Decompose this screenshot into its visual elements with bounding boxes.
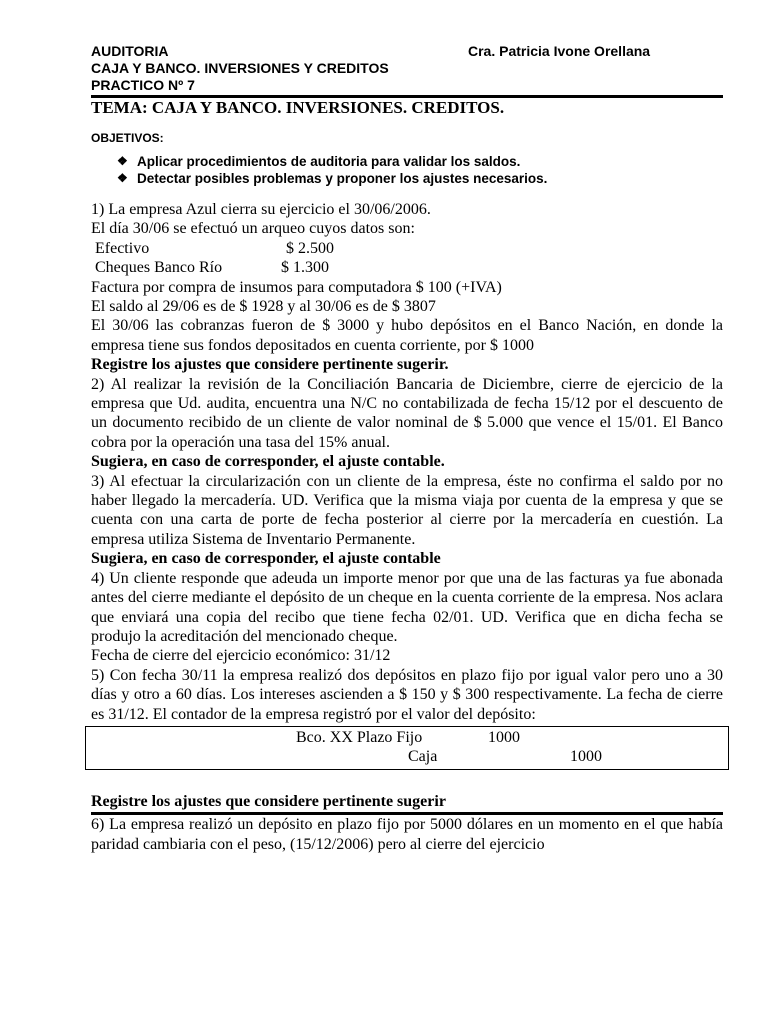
cobranzas-text: El 30/06 las cobranzas fueron de $ 3000 y hubo depósitos en el Banco Nación, en donde la empresa tiene sus fondos depositados en cuenta corriente, por $ 1000 [91,317,723,354]
exercise-2-instruction: Sugiera, en caso de corresponder, el ajuste contable. [91,453,445,471]
journal-entry-box [85,726,729,770]
diamond-bullet-icon: ❖ [117,154,128,168]
exercise-1-instruction: Registre los ajustes que considere pertinente sugerir. [91,356,449,374]
exercise-5-text: 5) Con fecha 30/11 la empresa realizó dos depósitos en plazo fijo por igual valor pero uno a 30 días y otro a 60 días. Los intereses ascienden a $ 150 y $ 300 respectivamente. La fecha de cierre es 31/12. El contador de la empresa registró por el valor del depósito: [91,666,723,723]
credit-amount: 1000 [570,747,602,765]
exercise-3-text: 3) Al efectuar la circularización con un cliente de la empresa, éste no confirma el saldo por no haber llegado la mercadería. UD. Verifica que la misma viaja por cuenta de la empresa y que se cuenta con una carta de porte de fecha posterior al cierre por la mercadería en cuestión. La empresa utiliza Sistema de Inventario Permanente. [91,472,723,548]
author-name: Cra. Patricia Ivone Orellana [468,43,651,59]
debit-account: Bco. XX Plazo Fijo [296,728,423,746]
diamond-bullet-icon: ❖ [117,171,128,185]
exercise-3-instruction: Sugiera, en caso de corresponder, el ajuste contable [91,550,441,568]
exercise-2-text: 2) Al realizar la revisión de la Conciliación Bancaria de Diciembre, cierre de ejercicio de la empresa que Ud. audita, encuentra una N/C no contabilizada de fecha 15/12 por el descuento de un documento recibido de un cliente de valor nominal de $ 5.000 que vence el 15/01. El Banco cobra por la operación una tasa del 15% anual. [91,375,723,451]
exercise-1-arqueo: El día 30/06 se efectuó un arqueo cuyos datos son: [91,220,415,238]
exercise-5-instruction: Registre los ajustes que considere pertinente sugerir [91,792,446,810]
efectivo-value: $ 2.500 [286,239,334,257]
exercises [91,200,723,854]
cheques-label: Cheques Banco Río [95,259,223,277]
course-name: AUDITORIA [91,43,169,59]
exercise-6-text: 6) La empresa realizó un depósito en plazo fijo por 5000 dólares en un momento en el que había paridad cambiaria con el peso, (15/12/2006) pero al cierre del ejercicio [91,816,723,853]
credit-account: Caja [408,747,438,765]
objective-item: ❖ Aplicar procedimientos de auditoria para validar los saldos. [117,154,521,169]
debit-amount: 1000 [488,728,520,746]
saldo-line: El saldo al 29/06 es de $ 1928 y al 30/06 es de $ 3807 [91,298,436,315]
subject-title: CAJA Y BANCO. INVERSIONES Y CREDITOS [91,60,389,76]
document-page [91,0,723,854]
exercise-4-cierre: Fecha de cierre del ejercicio económico: 31/12 [91,647,391,665]
practice-number: PRACTICO Nº 7 [91,77,195,93]
page-header [91,43,723,94]
objectives-list [91,153,723,187]
cheques-value: $ 1.300 [281,259,329,277]
objective-item: ❖ Detectar posibles problemas y proponer los ajustes necesarios. [117,171,548,186]
exercise-4-text: 4) Un cliente responde que adeuda un importe menor por que una de las facturas ya fue abonada antes del cierre mediante el depósito de un cheque en la cuenta corriente de la empresa. Nos aclara que enviará una copia del recibo que tiene fecha 02/01. UD. Verifica que en dicha fecha se produjo la acreditación del mencionado cheque. [91,569,723,645]
factura-line: Factura por compra de insumos para computadora $ 100 (+IVA) [91,278,502,296]
efectivo-label: Efectivo [95,239,150,257]
efectivo-row [91,239,723,258]
cheques-row [91,258,723,277]
exercise-1-intro: 1) La empresa Azul cierra su ejercicio el 30/06/2006. [91,201,431,218]
objectives-title: OBJETIVOS: [91,131,164,145]
topic-title: TEMA: CAJA Y BANCO. INVERSIONES. CREDITOS. [91,98,505,117]
